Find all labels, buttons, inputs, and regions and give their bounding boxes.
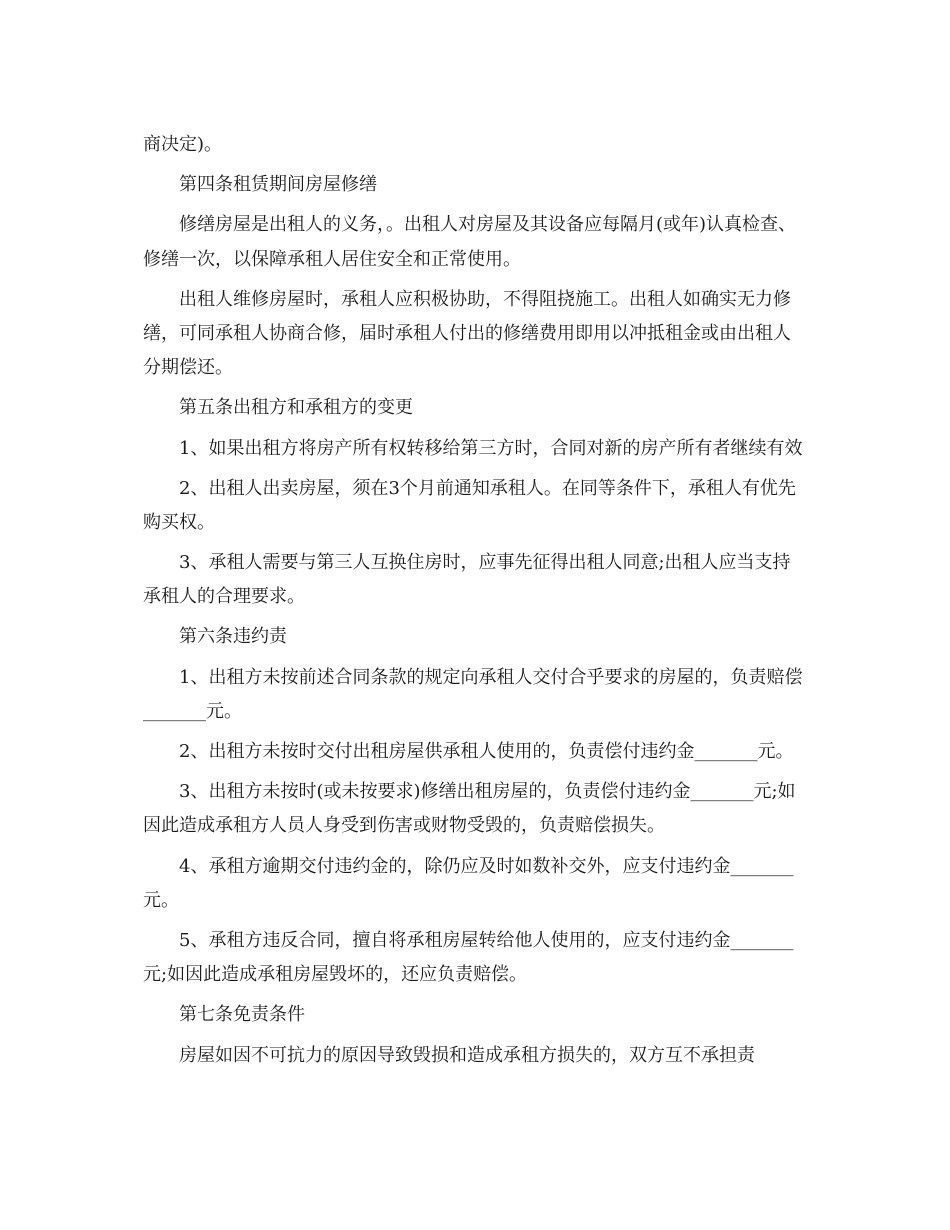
section-heading-article-7: 第七条免责条件 (179, 1004, 305, 1026)
list-item: 3、出租方未按时(或未按要求)修缮出租房屋的，负责偿付违约金_______元;如因此造成承租方人员人身受到伤害或财物受毁的，负责赔偿损失。 (143, 781, 796, 837)
list-item: 4、承租方逾期交付违约金的，除仍应及时如数补交外，应支付违约金_______元。 (143, 855, 794, 911)
list-item: 2、出租人出卖房屋，须在3个月前通知承租人。在同等条件下，承租人有优先购买权。 (143, 477, 796, 533)
document-body (143, 128, 807, 1079)
list-item: 2、出租方未按时交付出租房屋供承租人使用的，负责偿付违约金_______元。 (179, 741, 794, 762)
paragraph: 房屋如因不可抗力的原因导致毁损和造成承租方损失的，双方互不承担责 (179, 1044, 755, 1066)
section-heading-article-6: 第六条违约责 (179, 626, 287, 648)
list-item: 1、如果出租方将房产所有权转移给第三方时，合同对新的房产所有者继续有效 (179, 437, 803, 459)
section-heading-article-5: 第五条出租方和承租方的变更 (179, 397, 413, 419)
paragraph-continuation: 商决定)。 (143, 134, 223, 155)
list-item: 1、出租方未按前述合同条款的规定向承租人交付合乎要求的房屋的，负责赔偿_______元。 (143, 666, 803, 722)
section-heading-article-4: 第四条租赁期间房屋修缮 (179, 174, 377, 196)
list-item: 5、承租方违反合同，擅自将承租房屋转给他人使用的，应支付违约金_______元;如因此造成承租房屋毁坏的，还应负责赔偿。 (143, 929, 794, 986)
paragraph: 修缮房屋是出租人的义务，。出租人对房屋及其设备应每隔月(或年)认真检查、修缮一次，以保障承租人居住安全和正常使用。 (143, 214, 797, 270)
paragraph: 出租人维修房屋时，承租人应积极协助，不得阻挠施工。出租人如确实无力修缮，可同承租人协商合修，届时承租人付出的修缮费用即用以冲抵租金或由出租人分期偿还。 (143, 288, 791, 379)
list-item: 3、承租人需要与第三人互换住房时，应事先征得出租人同意;出租人应当支持承租人的合理要求。 (143, 552, 791, 608)
